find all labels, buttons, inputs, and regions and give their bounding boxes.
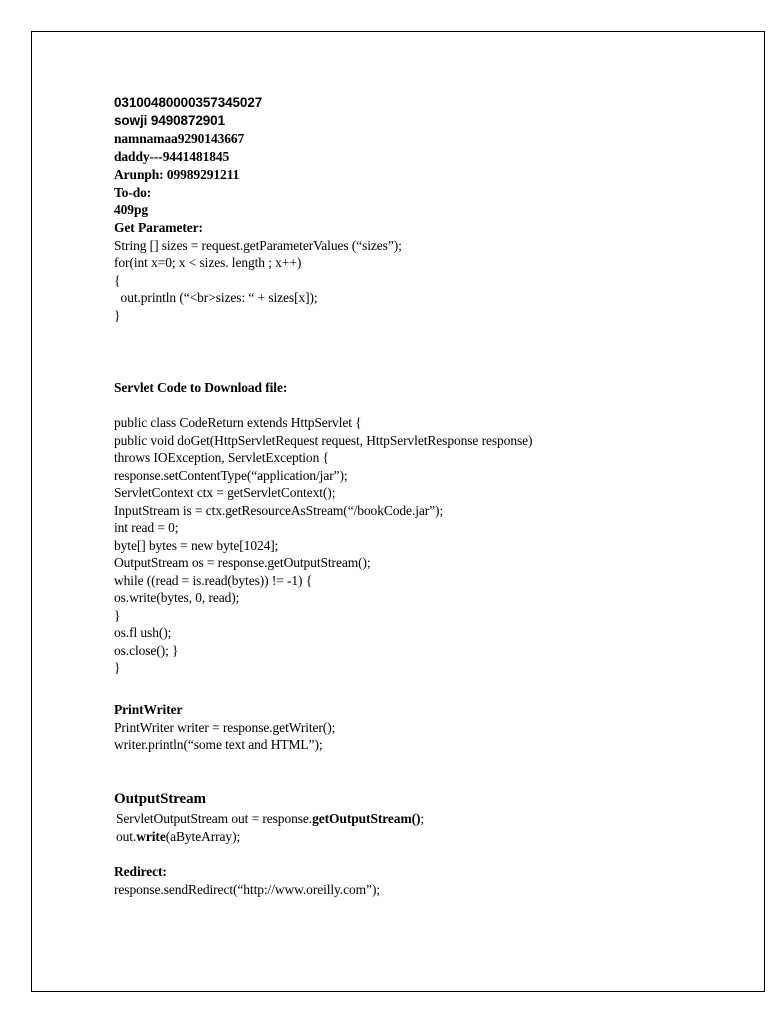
code-line: InputStream is = ctx.getResourceAsStream(“/bookCode.jar”); [114,503,444,518]
get-parameter-heading: Get Parameter: [114,220,203,235]
code-line: response.setContentType(“application/jar”); [114,468,348,483]
code-text: ; [420,811,425,826]
document-page [31,31,765,992]
code-method-bold: getOutputStream() [312,811,421,826]
code-line: int read = 0; [114,520,179,535]
code-line: } [114,660,121,675]
code-line: byte[] bytes = new byte[1024]; [114,538,279,553]
outputstream-heading: OutputStream [114,791,206,807]
code-line-write [116,828,240,845]
contact-arunph: Arunph: 09989291211 [114,167,240,182]
code-line: ServletContext ctx = getServletContext(); [114,485,336,500]
code-method-bold: write [136,829,166,844]
page-reference: 409pg [114,202,149,217]
code-line: for(int x=0; x < sizes. length ; x++) [114,255,302,270]
redirect-heading: Redirect: [114,864,167,879]
code-line: out.println (“<br>sizes: “ + sizes[x]); [114,290,318,305]
printwriter-heading: PrintWriter [114,702,183,717]
code-text: (aByteArray); [165,829,241,844]
code-line: throws IOException, ServletException { [114,450,329,465]
code-line: public void doGet(HttpServletRequest request, HttpServletResponse response) [114,433,533,448]
code-text: out. [116,829,137,844]
todo-label: To-do: [114,185,152,200]
code-line: os.fl ush(); [114,625,172,640]
code-line: } [114,608,121,623]
servlet-download-heading: Servlet Code to Download file: [114,380,288,395]
code-line: os.close(); } [114,643,179,658]
code-line: { [114,273,121,288]
code-line: writer.println(“some text and HTML”); [114,737,323,752]
code-line: String [] sizes = request.getParameterValues (“sizes”); [114,238,402,253]
code-text: ServletOutputStream out = response. [116,811,313,826]
code-line: response.sendRedirect(“http://www.oreilly.com”); [114,882,380,897]
contact-namnamaa: namnamaa9290143667 [114,131,245,146]
code-line: public class CodeReturn extends HttpServlet { [114,415,362,430]
account-number: 03100480000357345027 [114,95,263,110]
code-line: while ((read = is.read(bytes)) != -1) { [114,573,313,588]
contact-sowji: sowji 9490872901 [114,113,225,128]
contact-daddy: daddy---9441481845 [114,149,230,164]
code-line: os.write(bytes, 0, read); [114,590,240,605]
code-line: PrintWriter writer = response.getWriter(); [114,720,336,735]
code-line: OutputStream os = response.getOutputStream(); [114,555,371,570]
code-line-outputstream [116,810,424,827]
code-line: } [114,308,121,323]
